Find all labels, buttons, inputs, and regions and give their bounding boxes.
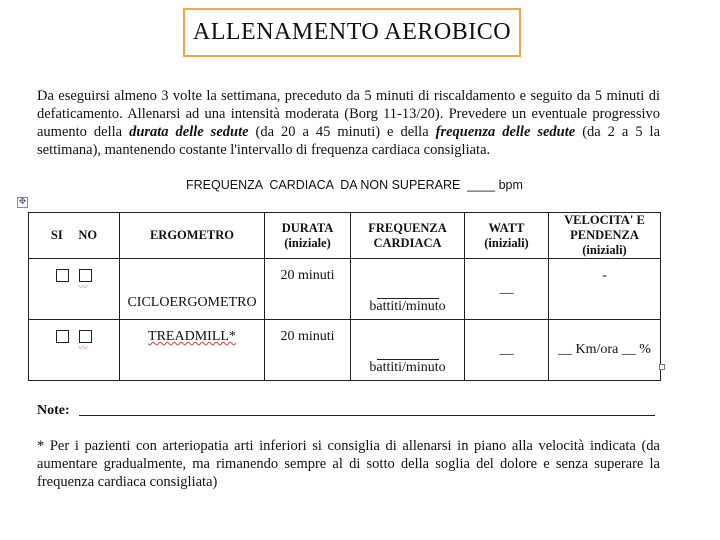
- header-si: SI: [50, 228, 63, 242]
- spellcheck-mark: 〰: [60, 282, 88, 292]
- ergometro-cell: CICLOERGOMETRO: [120, 259, 265, 320]
- header-velocita-line1: VELOCITA' E: [564, 213, 645, 227]
- frequenza-cell: [351, 259, 465, 320]
- header-watt: [465, 213, 549, 259]
- intro-emphasis-frequency: frequenza delle sedute: [435, 124, 576, 140]
- no-checkbox[interactable]: [79, 330, 92, 343]
- ergometro-text: TREADMILL*: [148, 329, 236, 344]
- heart-rate-limit-line: FREQUENZA CARDIACA DA NON SUPERARE ____ bpm: [186, 178, 523, 192]
- exercise-table: [28, 212, 661, 381]
- intro-emphasis-duration: durata delle sedute: [129, 124, 249, 140]
- intro-text-3: (da 2 a 5 la settimana), mantenendo costante l'intervallo di frequenza cardiaca consigliata.: [37, 124, 661, 158]
- durata-cell: 20 minuti: [265, 320, 351, 381]
- intro-paragraph: [37, 87, 660, 159]
- watt-cell: __: [465, 320, 549, 381]
- frequenza-blank-line: [377, 349, 439, 360]
- spellcheck-mark: 〰: [60, 343, 88, 353]
- header-durata-line1: DURATA: [281, 220, 334, 235]
- header-frequenza: [351, 213, 465, 259]
- table-row-cicloergometro: [29, 259, 661, 320]
- frequenza-unit: battiti/minuto: [369, 360, 446, 375]
- frequenza-blank-line: [377, 288, 439, 299]
- no-checkbox[interactable]: [79, 269, 92, 282]
- header-ergometro: ERGOMETRO: [120, 213, 265, 259]
- header-durata-line2: (iniziale): [284, 235, 331, 250]
- note-label: Note:: [37, 403, 70, 418]
- header-frequenza-line2: CARDIACA: [373, 235, 442, 250]
- table-resize-handle[interactable]: [659, 364, 665, 370]
- header-velocita: [549, 213, 661, 259]
- header-velocita-line2: PENDENZA: [570, 228, 639, 242]
- intro-text-2: (da 20 a 45 minuti) e della: [248, 124, 436, 140]
- header-si-no: [29, 213, 120, 259]
- document-title: ALLENAMENTO AEROBICO: [183, 8, 521, 57]
- table-header-row: [29, 213, 661, 259]
- header-velocita-line3: (iniziali): [582, 243, 627, 257]
- header-durata: [265, 213, 351, 259]
- table-move-handle-icon[interactable]: ✥: [18, 197, 27, 207]
- si-no-checkboxes: [29, 320, 120, 381]
- frequenza-cell: [351, 320, 465, 381]
- durata-cell: 20 minuti: [265, 259, 351, 320]
- note-input-line[interactable]: [79, 415, 655, 416]
- ergometro-cell: [120, 320, 265, 381]
- header-watt-line2: (iniziali): [484, 235, 529, 250]
- si-no-checkboxes: [29, 259, 120, 320]
- header-watt-line1: WATT: [488, 220, 525, 235]
- header-no: NO: [78, 228, 98, 242]
- si-checkbox[interactable]: [56, 330, 69, 343]
- si-checkbox[interactable]: [56, 269, 69, 282]
- frequenza-unit: battiti/minuto: [369, 299, 446, 314]
- watt-cell: __: [465, 259, 549, 320]
- footnote-paragraph: * Per i pazienti con arteriopatia arti inferiori si consiglia di allenarsi in piano alla velocità indicata (da aumentare gradualmente, ma rimanendo sempre al di sotto della soglia del dolore e senza superare la frequenza cardiaca consigliata): [37, 438, 660, 490]
- intro-text-1: Da eseguirsi almeno 3 volte la settimana, preceduto da 5 minuti di riscaldamento e seguito da 5 minuti di defaticamento. Allenarsi ad una intensità moderata (Borg 11-13/20). Prevedere un eventuale progressivo aumento della: [37, 88, 660, 140]
- table-row-treadmill: [29, 320, 661, 381]
- velocita-cell: -: [549, 259, 661, 320]
- velocita-cell: __ Km/ora __ %: [549, 320, 661, 381]
- header-frequenza-line1: FREQUENZA: [368, 220, 447, 235]
